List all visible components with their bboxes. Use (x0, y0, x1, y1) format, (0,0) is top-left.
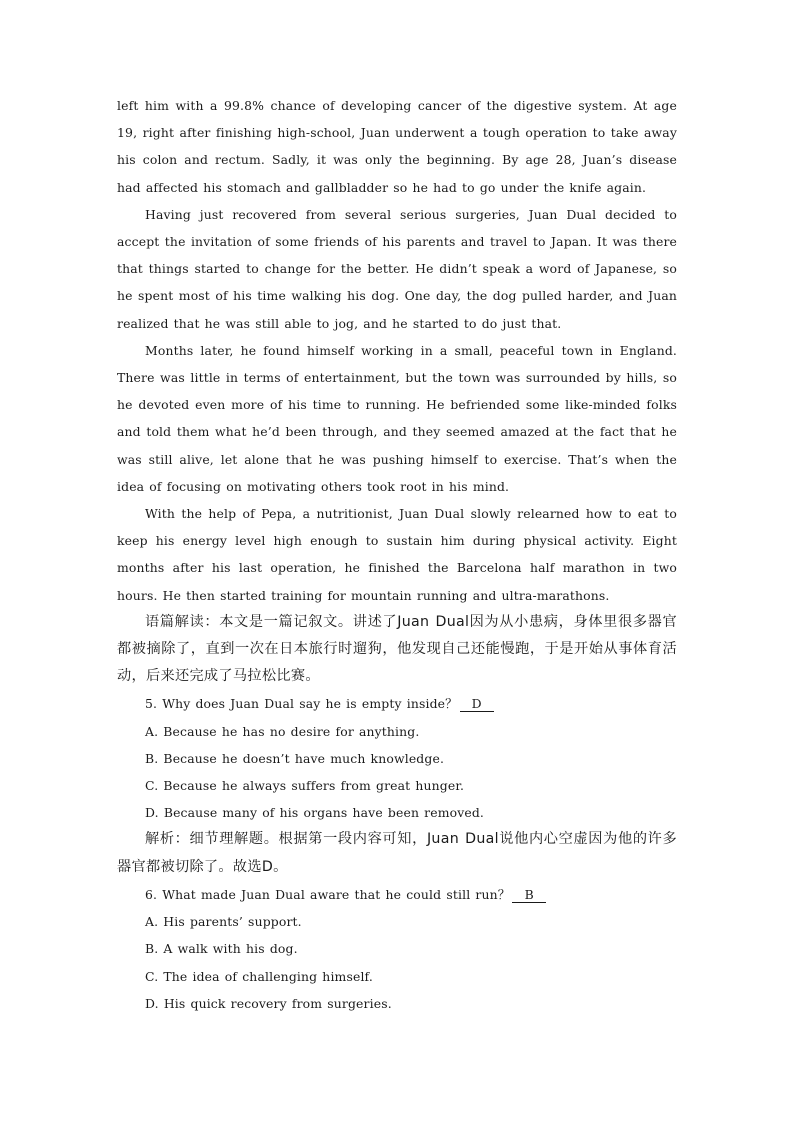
passage-paragraph-2: Having just recovered from several serious surgeries, Juan Dual decided to accept the invitation of some friends of his parents and travel to Japan. It was there that things started to change for the better. He didn’t speak a word of Japanese, so he spent most of his time walking his dog. One day, the dog pulled harder, and Juan realized that he was still able to jog, and he started to do just that. (117, 206, 677, 331)
passage-paragraph-1: left him with a 99.8% chance of developing cancer of the digestive system. At age 19, right after finishing high-school, Juan underwent a tough operation to take away his colon and rectum. Sadly, it was only the beginning. By age 28, Juan’s disease had affected his stomach and gallbladder so he had to go under the knife again. (117, 98, 677, 195)
document-page (117, 92, 677, 1017)
question-5 (117, 690, 677, 880)
option-d: D. His quick recovery from surgeries. (145, 995, 392, 1011)
option-c: C. The idea of challenging himself. (145, 968, 373, 984)
option-a: A. His parents’ support. (145, 914, 302, 930)
question-6 (117, 881, 677, 1017)
option-d: D. Because many of his organs have been removed. (145, 805, 485, 821)
question-stem-text: 5. Why does Juan Dual say he is empty inside？ (145, 696, 458, 712)
option-b: B. A walk with his dog. (145, 941, 298, 957)
question-explanation: 解析：细节理解题。根据第一段内容可知，Juan Dual说他内心空虚因为他的许多器官都被切除了。故选D。 (117, 831, 677, 875)
passage-paragraph-4: With the help of Pepa, a nutritionist, Juan Dual slowly relearned how to eat to keep his energy level high enough to sustain him during physical activity. Eight months after his last operation, he finished the Barcelona half marathon in two hours. He then started training for mountain running and ultra-marathons. (117, 506, 677, 603)
answer-blank: B (512, 887, 546, 903)
answer-blank: D (460, 696, 494, 712)
question-stem-text: 6. What made Juan Dual aware that he could still run？ (145, 886, 511, 902)
question-stem (117, 690, 677, 717)
passage-paragraph-3: Months later, he found himself working in a small, peaceful town in England. There was little in terms of entertainment, but the town was surrounded by hills, so he devoted even more of his time to running. He befriended some like-minded folks and told them what he’d been through, and they seemed amazed at the fact that he was still alive, let alone that he was pushing himself to exercise. That’s when the idea of focusing on motivating others took root in his mind. (117, 342, 677, 494)
option-a: A. Because he has no desire for anything. (145, 723, 420, 739)
passage-analysis: 语篇解读：本文是一篇记叙文。讲述了Juan Dual因为从小患病，身体里很多器官都被摘除了，直到一次在日本旅行时遛狗，他发现自己还能慢跑，于是开始从事体育活动，后来还完成了马拉松比赛。 (117, 613, 677, 685)
option-c: C. Because he always suffers from great hunger. (145, 778, 465, 794)
option-b: B. Because he doesn’t have much knowledge. (145, 750, 445, 766)
question-stem (117, 881, 677, 908)
